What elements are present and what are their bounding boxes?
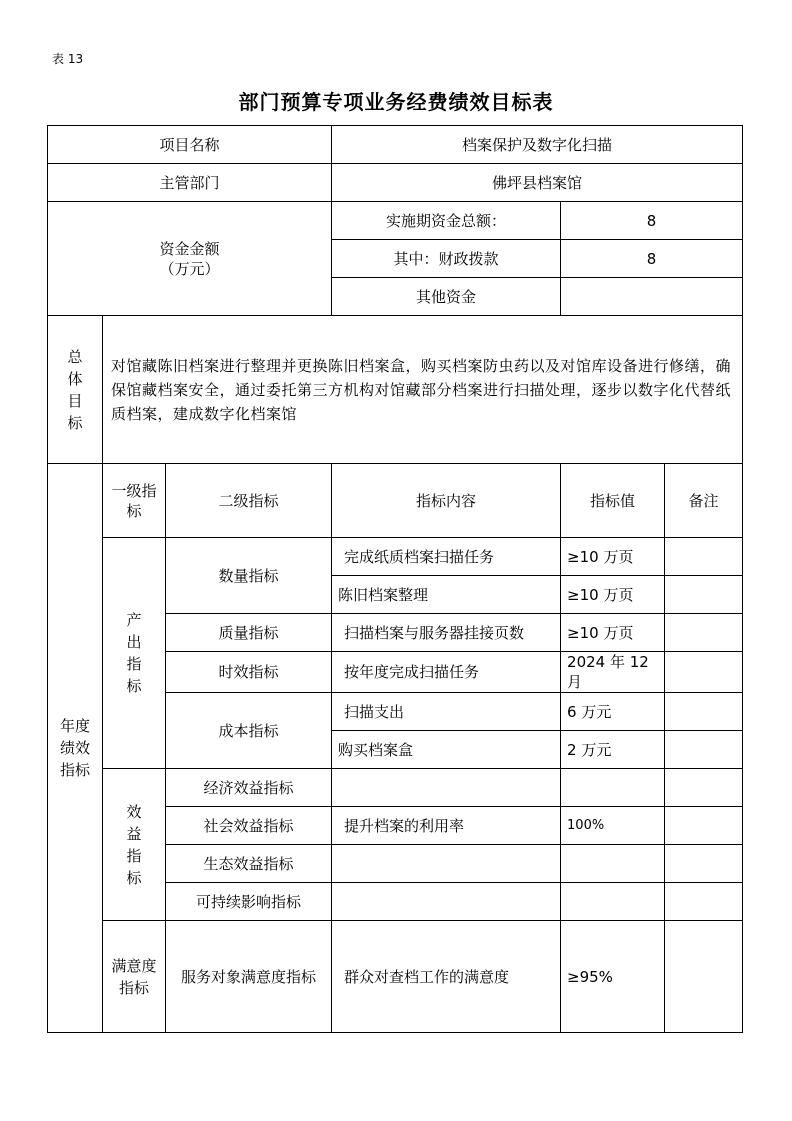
other-fund-value	[561, 278, 743, 316]
row-value: ≥10 万页	[561, 538, 665, 576]
annual-indicators-label	[48, 464, 103, 1033]
satisfaction-indicators-label	[103, 921, 166, 1033]
annual-indicators-text: 年度绩效指标	[59, 717, 90, 779]
row-content: 陈旧档案整理	[332, 576, 561, 614]
row-value	[561, 769, 665, 807]
row-note	[665, 576, 743, 614]
row-content: 完成纸质档案扫描任务	[332, 538, 561, 576]
row-value	[561, 845, 665, 883]
row-note	[665, 652, 743, 693]
fund-amount-label	[48, 202, 332, 316]
row-note	[665, 693, 743, 731]
row-value: 2 万元	[561, 731, 665, 769]
row-content: 扫描档案与服务器挂接页数	[332, 614, 561, 652]
timeliness-indicator: 时效指标	[166, 652, 332, 693]
dept-label: 主管部门	[48, 164, 332, 202]
row-content: 扫描支出	[332, 693, 561, 731]
fiscal-fund-label: 其中：财政拨款	[332, 240, 561, 278]
satisfaction-indicators-text: 满意度指标	[111, 956, 157, 997]
fund-unit: （万元）	[159, 259, 220, 278]
row-note	[665, 538, 743, 576]
row-note	[665, 845, 743, 883]
row-value: ≥10 万页	[561, 576, 665, 614]
row-content: 按年度完成扫描任务	[332, 652, 561, 693]
row-content	[332, 769, 561, 807]
dept-value: 佛坪县档案馆	[332, 164, 743, 202]
effect-indicators-text: 效益指标	[126, 802, 142, 887]
row-note	[665, 921, 743, 1033]
project-name-value: 档案保护及数字化扫描	[332, 126, 743, 164]
row-note	[665, 769, 743, 807]
row-content: 群众对查档工作的满意度	[332, 921, 561, 1033]
header-level1: 一级指标	[103, 464, 166, 538]
performance-table	[47, 125, 743, 1033]
output-indicators-text: 产出指标	[126, 611, 142, 695]
row-note	[665, 883, 743, 921]
goal-text: 对馆藏陈旧档案进行整理并更换陈旧档案盒，购买档案防虫药以及对馆库设备进行修缮，确保馆藏档案安全，通过委托第三方机构对馆藏部分档案进行扫描处理，逐步以数字化代替纸质档案，建成数字化档案馆	[103, 316, 743, 464]
economic-indicator: 经济效益指标	[166, 769, 332, 807]
header-level2: 二级指标	[166, 464, 332, 538]
row-note	[665, 614, 743, 652]
sustainable-indicator: 可持续影响指标	[166, 883, 332, 921]
row-value: ≥10 万页	[561, 614, 665, 652]
quality-indicator: 质量指标	[166, 614, 332, 652]
quantity-indicator: 数量指标	[166, 538, 332, 614]
cost-indicator: 成本指标	[166, 693, 332, 769]
service-satisfaction-indicator: 服务对象满意度指标	[166, 921, 332, 1033]
fund-label: 资金金额	[159, 239, 220, 258]
row-content	[332, 883, 561, 921]
goal-label-text: 总体目标	[67, 347, 83, 432]
total-fund-value: 8	[561, 202, 743, 240]
table-number: 表 13	[52, 52, 84, 66]
page-title: 部门预算专项业务经费绩效目标表	[238, 90, 554, 114]
ecological-indicator: 生态效益指标	[166, 845, 332, 883]
total-fund-label: 实施期资金总额：	[332, 202, 561, 240]
row-note	[665, 731, 743, 769]
row-value: ≥95%	[561, 921, 665, 1033]
row-content: 购买档案盒	[332, 731, 561, 769]
fiscal-fund-value: 8	[561, 240, 743, 278]
row-value: 2024 年 12 月	[561, 652, 665, 693]
header-note: 备注	[665, 464, 743, 538]
row-content: 提升档案的利用率	[332, 807, 561, 845]
social-indicator: 社会效益指标	[166, 807, 332, 845]
goal-label	[48, 316, 103, 464]
row-value	[561, 883, 665, 921]
effect-indicators-label	[103, 769, 166, 921]
header-value: 指标值	[561, 464, 665, 538]
row-note	[665, 807, 743, 845]
header-content: 指标内容	[332, 464, 561, 538]
row-content	[332, 845, 561, 883]
row-value: 100%	[561, 807, 665, 845]
row-value: 6 万元	[561, 693, 665, 731]
project-name-label: 项目名称	[48, 126, 332, 164]
other-fund-label: 其他资金	[332, 278, 561, 316]
output-indicators-label	[103, 538, 166, 769]
